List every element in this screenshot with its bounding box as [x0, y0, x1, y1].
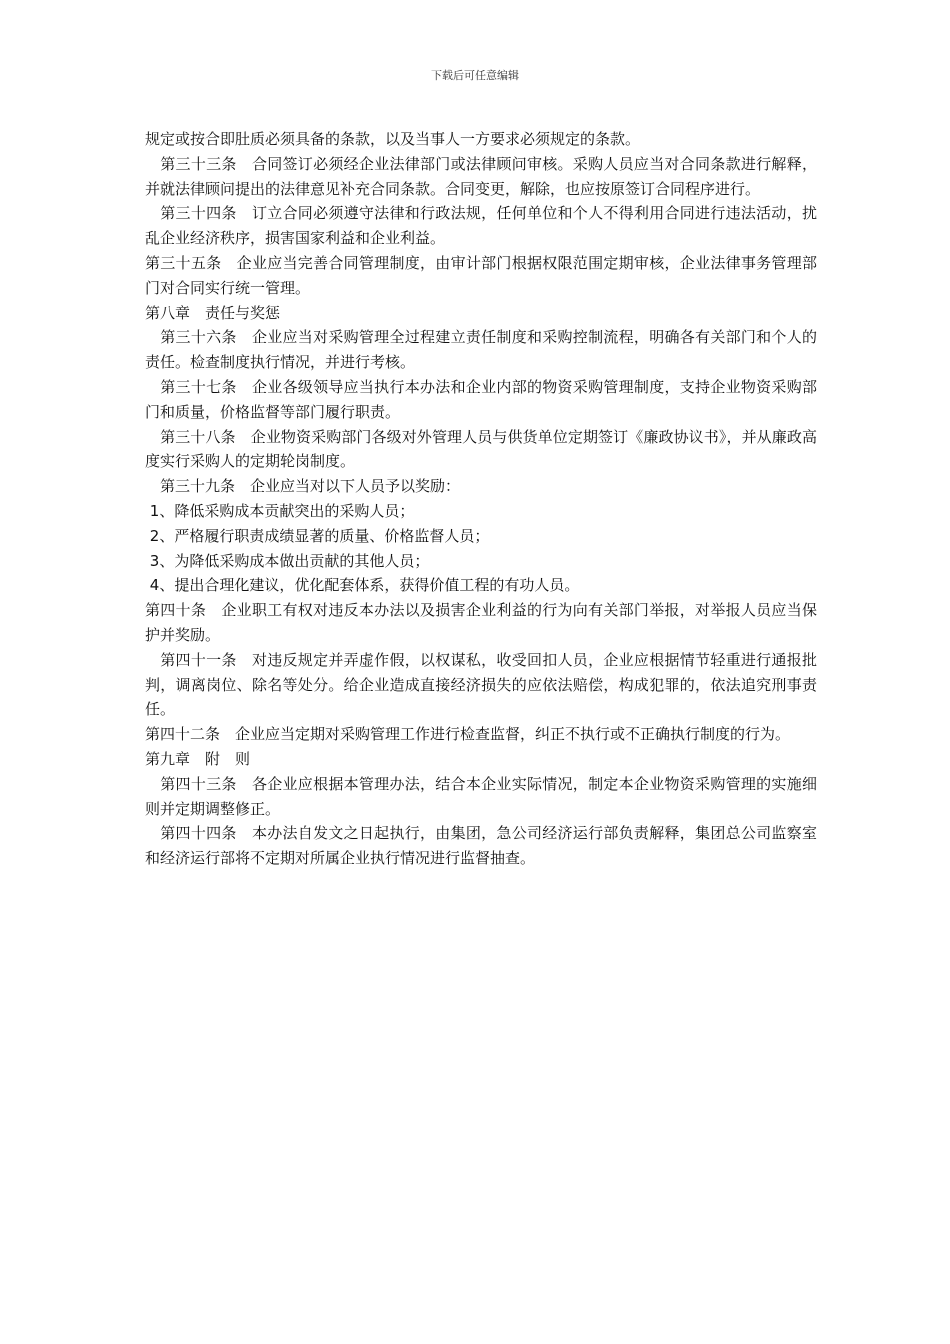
paragraph-article-40: 第四十条 企业职工有权对违反本办法以及损害企业利益的行为向有关部门举报，对举报人员应当保护并奖励。 [145, 601, 817, 644]
chapter-heading-9: 第九章 附 则 [145, 749, 251, 768]
paragraph-article-36: 第三十六条 企业应当对采购管理全过程建立责任制度和采购控制流程，明确各有关部门和个人的责任。检查制度执行情况，并进行考核。 [145, 328, 817, 372]
paragraph-article-34: 第三十四条 订立合同必须遵守法律和行政法规，任何单位和个人不得利用合同进行违法活动，扰乱企业经济秩序，损害国家利益和企业利益。 [145, 204, 817, 248]
paragraph-article-43: 第四十三条 各企业应根据本管理办法，结合本企业实际情况，制定本企业物资采购管理的实施细则并定期调整修正。 [145, 774, 817, 818]
page-header-note: 下载后可任意编辑 [431, 69, 519, 82]
paragraph-article-41: 第四十一条 对违反规定并弄虚作假，以权谋私，收受回扣人员，企业应根据情节轻重进行通报批判，调离岗位、除名等处分。给企业造成直接经济损失的应依法赔偿，构成犯罪的，依法追究刑事责任。 [145, 650, 817, 719]
paragraph-article-38: 第三十八条 企业物资采购部门各级对外管理人员与供货单位定期签订《廉政协议书》，并从廉政高度实行采购人的定期轮岗制度。 [145, 427, 817, 471]
list-item-reward-1: 1、降低采购成本贡献突出的采购人员； [145, 501, 415, 520]
paragraph-article-44: 第四十四条 本办法自发文之日起执行，由集团，急公司经济运行部负责解释，集团总公司监察室和经济运行部将不定期对所属企业执行情况进行监督抽查。 [145, 824, 817, 868]
list-item-reward-4: 4、提出合理化建议，优化配套体系，获得价值工程的有功人员。 [145, 576, 580, 595]
list-item-reward-3: 3、为降低采购成本做出贡献的其他人员； [145, 551, 430, 570]
paragraph-article-33: 第三十三条 合同签订必须经企业法律部门或法律顾问审核。采购人员应当对合同条款进行解释，并就法律顾问提出的法律意见补充合同条款。合同变更，解除，也应按原签订合同程序进行。 [145, 154, 817, 198]
chapter-heading-8: 第八章 责任与奖惩 [145, 303, 281, 322]
paragraph-article-42: 第四十二条 企业应当定期对采购管理工作进行检查监督，纠正不执行或不正确执行制度的行为。 [145, 725, 791, 744]
paragraph-article-39: 第三十九条 企业应当对以下人员予以奖励： [145, 477, 461, 496]
paragraph-article-37: 第三十七条 企业各级领导应当执行本办法和企业内部的物资采购管理制度，支持企业物资采购部门和质量，价格监督等部门履行职责。 [145, 377, 817, 421]
paragraph-article-35: 第三十五条 企业应当完善合同管理制度，由审计部门根据权限范围定期审核，企业法律事务管理部门对合同实行统一管理。 [145, 253, 817, 297]
list-item-reward-2: 2、严格履行职责成绩显著的质量、价格监督人员； [145, 526, 490, 545]
document-body [145, 127, 817, 871]
paragraph-clause-continuation: 规定或按合即肚质必须具备的条款，以及当事人一方要求必须规定的条款。 [145, 130, 641, 148]
